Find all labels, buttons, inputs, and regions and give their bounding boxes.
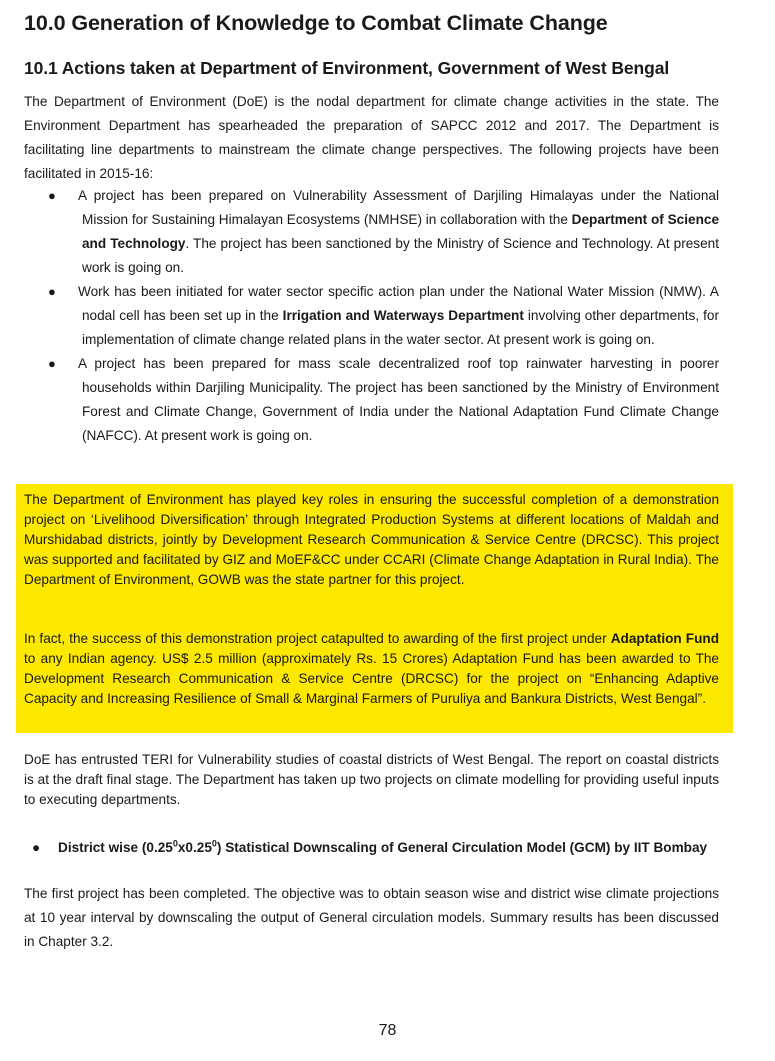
section-heading: 10.1 Actions taken at Department of Environment, Government of West Bengal [24, 58, 670, 78]
degree-superscript: 0 [211, 838, 217, 849]
bullet-bold-text: Irrigation and Waterways Department [282, 308, 524, 323]
highlight-paragraph-adaptation-fund [24, 629, 719, 709]
highlight-text: to any Indian agency. US$ 2.5 million (approximately Rs. 15 Crores) Adaptation Fund has been awarded to The Development Research Communication & Service Centre (DRCSC) for the project on “Enhancing Adaptive Capacity and Increasing Resilience of Small & Marginal Farmers of Puruliya and Bankura Districts, West Bengal”. [24, 651, 719, 706]
bullet-icon: ● [32, 840, 41, 855]
page-title: 10.0 Generation of Knowledge to Combat Climate Change [24, 11, 608, 35]
bullet-text: A project has been prepared on Vulnerability Assessment of Darjiling Himalayas under the National Mission for Sustaining Himalayan Ecosystems (NMHSE) in collaboration with the [78, 188, 719, 227]
bullet-icon: ● [48, 188, 56, 203]
bullet-icon: ● [48, 356, 56, 371]
intro-paragraph: The Department of Environment (DoE) is the nodal department for climate change activities in the state. The Environment Department has spearheaded the preparation of SAPCC 2012 and 2017. The Department is facilitating line departments to mainstream the climate change perspectives. The following projects have been facilitated in 2015-16: [24, 94, 719, 181]
bullet-text: A project has been prepared for mass scale decentralized roof top rainwater harvesting in poorer households within Darjiling Municipality. The project has been sanctioned by the Ministry of Environment Forest and Climate Change, Government of India under the National Adaptation Fund Climate Change (NAFCC). At present work is going on. [78, 356, 719, 443]
first-project-paragraph: The first project has been completed. The objective was to obtain season wise and district wise climate projections at 10 year interval by downscaling the output of General circulation models. Summary results has been discussed in Chapter 3.2. [24, 886, 719, 949]
gcm-bullet-item [32, 836, 719, 860]
degree-superscript: 0 [172, 838, 178, 849]
bullet-text: involving other departments, for implementation of climate change related plans in the water sector. At present work is going on. [82, 308, 719, 347]
highlight-bold-text: Adaptation Fund [610, 631, 719, 646]
bullet-icon: ● [48, 284, 56, 299]
gcm-text: District wise (0.25 [58, 840, 173, 855]
bullet-bold-text: Department of Science and Technology [82, 212, 720, 251]
highlighted-box [16, 484, 733, 733]
gcm-bullet-text [32, 836, 719, 860]
page-number: 78 [378, 1022, 397, 1039]
gcm-text: ) Statistical Downscaling of General Circulation Model (GCM) by IIT Bombay [216, 840, 708, 855]
teri-paragraph: DoE has entrusted TERI for Vulnerability studies of coastal districts of West Bengal. The report on coastal districts is at the draft final stage. The Department has taken up two projects on climate modelling for providing useful inputs to executing departments. [24, 752, 719, 807]
highlight-text: In fact, the success of this demonstration project catapulted to awarding of the first project under [24, 631, 611, 646]
gcm-text: x0.25 [177, 840, 212, 855]
highlight-paragraph-livelihood: The Department of Environment has played key roles in ensuring the successful completion of a demonstration project on ‘Livelihood Diversification’ through Integrated Production Systems at different locations of Maldah and Murshidabad districts, jointly by Development Research Communication & Service Centre (DRCSC). This project was supported and facilitated by GIZ and MoEF&CC under CCARI (Climate Change Adaptation in Rural India). The Department of Environment, GOWB was the state partner for this project. [24, 492, 719, 587]
bullet-item-water-sector [48, 280, 719, 352]
project-bullet-list [48, 184, 719, 448]
bullet-text: Work has been initiated for water sector specific action plan under the National Water Mission (NMW). A nodal cell has been set up in the [78, 284, 719, 323]
bullet-item-rainwater-harvesting [48, 352, 719, 448]
bullet-text: . The project has been sanctioned by the Ministry of Science and Technology. At present work is going on. [82, 236, 719, 275]
bullet-item-darjiling-vulnerability [48, 184, 719, 280]
